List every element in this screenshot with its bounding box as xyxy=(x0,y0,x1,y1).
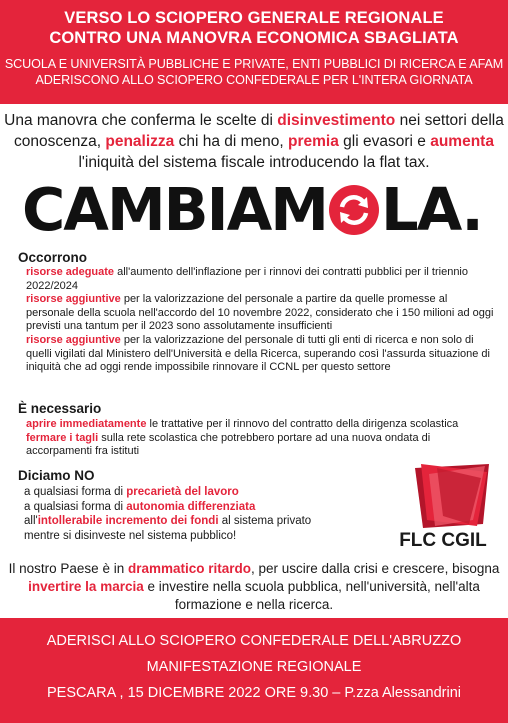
section-heading-necessario: È necessario xyxy=(18,401,102,416)
intro-text: l'iniquità del sistema fiscale introducendo la flat tax. xyxy=(78,154,430,171)
refresh-cycle-icon xyxy=(328,184,380,236)
list-item xyxy=(24,514,384,529)
list-item xyxy=(26,418,496,432)
intro-emphasis: penalizza xyxy=(105,133,175,150)
flc-cgil-logo xyxy=(393,462,493,554)
slogan-part2: LA. xyxy=(380,175,482,244)
footer-banner xyxy=(0,618,508,723)
header-banner xyxy=(0,0,508,104)
closing-emphasis: invertire la marcia xyxy=(28,579,144,594)
list-item xyxy=(24,500,384,515)
list-item xyxy=(26,266,496,293)
closing-text: e investire nella scuola pubblica, nell'università, nell'alta formazione e nella ricerca. xyxy=(143,579,480,612)
footer-line1: ADERISCI ALLO SCIOPERO CONFEDERALE DELL'ABRUZZO xyxy=(46,633,462,649)
list-item: mentre si disinveste nel sistema pubblico! xyxy=(24,529,237,542)
closing-text: , per uscire dalla crisi e crescere, bisogna xyxy=(251,561,500,576)
closing-emphasis: drammatico ritardo xyxy=(127,561,251,576)
item-text: all' xyxy=(24,515,38,527)
section-heading-occorrono: Occorrono xyxy=(18,250,88,265)
item-emphasis: risorse adeguate xyxy=(26,266,115,278)
item-emphasis: precarietà del lavoro xyxy=(126,486,239,498)
item-text: all'aumento dell'inflazione per i rinnovi dei contratti pubblici per il triennio 2022/2024 xyxy=(26,266,468,292)
item-text: a qualsiasi forma di xyxy=(24,500,127,513)
list-item xyxy=(26,334,496,375)
intro-paragraph xyxy=(0,110,508,173)
diciamo-no-list xyxy=(24,485,384,543)
footer-line2: MANIFESTAZIONE REGIONALE xyxy=(146,659,362,675)
item-emphasis: risorse aggiuntive xyxy=(26,293,121,306)
list-item xyxy=(26,432,496,459)
intro-emphasis: premia xyxy=(288,133,339,150)
header-title-line1: VERSO LO SCIOPERO GENERALE REGIONALE xyxy=(64,9,444,27)
section-heading-diciamo-no: Diciamo NO xyxy=(18,468,95,483)
item-emphasis: intollerabile incremento dei fondi xyxy=(37,515,219,527)
slogan-part1: CAMBIAM xyxy=(22,175,327,244)
item-emphasis: fermare i tagli xyxy=(26,431,99,444)
closing-text: Il nostro Paese è in xyxy=(8,561,128,576)
intro-text: nei settori della conoscenza, xyxy=(14,112,504,150)
list-item xyxy=(24,485,384,500)
closing-paragraph xyxy=(0,560,508,614)
intro-emphasis: aumenta xyxy=(430,133,494,150)
necessario-list xyxy=(26,418,496,459)
item-text: per la valorizzazione del personale a partire da quelle promesse al personale della scuola nell'accordo del 10 novembre 2022, considerato che i 150 milioni ad oggi previsti una tantum per il 2023 sono assolutamente insufficienti xyxy=(26,293,494,333)
item-text: per la valorizzazione del personale di tutti gli enti di ricerca e non solo di quelli vigilati dal Ministero dell'Università e della Ricerca, superando così l'assurda situazione di iniquità che ad oggi rende impossibile rinnovare il CCNL per questo settore xyxy=(26,333,490,374)
item-text: le trattative per il rinnovo del contratto della dirigenza scolastica xyxy=(146,418,459,430)
item-emphasis: aprire immediatamente xyxy=(26,418,147,430)
item-text: al sistema privato xyxy=(218,515,312,527)
intro-text: chi ha di meno, xyxy=(174,133,289,150)
list-item xyxy=(26,293,496,334)
slogan-cambiamola xyxy=(22,175,492,245)
item-emphasis: autonomia differenziata xyxy=(126,500,256,513)
header-subtitle-line2: ADERISCONO ALLO SCIOPERO CONFEDERALE PER L'INTERA GIORNATA xyxy=(35,72,473,87)
flc-logo-text: FLC CGIL xyxy=(399,530,487,551)
footer-line3: PESCARA , 15 DICEMBRE 2022 ORE 9.30 – P.zza Alessandrini xyxy=(47,685,461,701)
intro-text: gli evasori e xyxy=(338,133,431,150)
header-title-line2: CONTRO UNA MANOVRA ECONOMICA SBAGLIATA xyxy=(49,29,459,47)
occorrono-list xyxy=(26,266,496,375)
intro-emphasis: disinvestimento xyxy=(277,112,396,129)
item-text: a qualsiasi forma di xyxy=(24,486,127,498)
intro-text: Una manovra che conferma le scelte di xyxy=(4,112,278,129)
item-text: sulla rete scolastica che potrebbero portare ad una nuova ondata di accorpamenti fra istituti xyxy=(26,431,431,458)
header-subtitle-line1: SCUOLA E UNIVERSITÀ PUBBLICHE E PRIVATE, ENTI PUBBLICI DI RICERCA E AFAM xyxy=(4,57,504,71)
item-emphasis: risorse aggiuntive xyxy=(26,333,121,346)
